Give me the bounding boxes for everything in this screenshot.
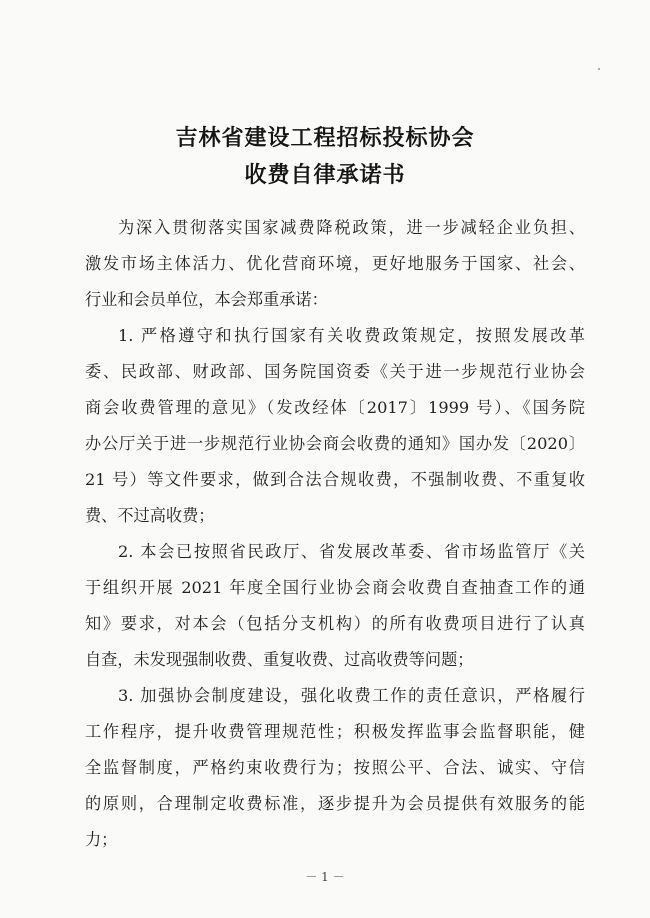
body-line-15: 工作程序，提升收费管理规范性；积极发挥监事会监督职能，健 bbox=[85, 722, 585, 741]
body-line-9: 费、不过高收费； bbox=[85, 506, 215, 525]
body-line-16: 全监督制度，严格约束收费行为；按照公平、合法、诚实、守信 bbox=[85, 758, 585, 777]
document-title-line-2: 收费自律承诺书 bbox=[244, 163, 406, 188]
scan-speck bbox=[598, 68, 600, 70]
body-line-18: 力； bbox=[85, 830, 118, 849]
body-line-8: 21 号）等文件要求，做到合法合规收费，不强制收费、不重复收 bbox=[85, 470, 585, 489]
body-line-17: 的原则，合理制定收费标准，逐步提升为会员提供有效服务的能 bbox=[85, 794, 585, 813]
document-title-line-1: 吉林省建设工程招标投标协会 bbox=[175, 126, 475, 151]
body-line-4: 1. 严格遵守和执行国家有关收费政策规定，按照发展改革 bbox=[118, 326, 585, 345]
body-line-2: 激发市场主体活力、优化营商环境，更好地服务于国家、社会、 bbox=[85, 254, 585, 273]
page-number: － 1 － bbox=[305, 870, 345, 884]
body-line-11: 于组织开展 2021 年度全国行业协会商会收费自查抽查工作的通 bbox=[85, 578, 585, 597]
body-line-6: 商会收费管理的意见》（发改经体〔2017〕1999 号）、《国务院 bbox=[85, 398, 585, 417]
body-line-10: 2. 本会已按照省民政厅、省发展改革委、省市场监管厅《关 bbox=[118, 542, 585, 561]
body-line-14: 3. 加强协会制度建设，强化收费工作的责任意识，严格履行 bbox=[118, 686, 585, 705]
body-line-13: 自查，未发现强制收费、重复收费、过高收费等问题； bbox=[85, 650, 474, 669]
body-line-3: 行业和会员单位，本会郑重承诺： bbox=[85, 290, 328, 309]
body-line-1: 为深入贯彻落实国家减费降税政策，进一步减轻企业负担、 bbox=[118, 218, 585, 237]
body-line-5: 委、民政部、财政部、国务院国资委《关于进一步规范行业协会 bbox=[85, 362, 585, 381]
body-line-12: 知》要求，对本会（包括分支机构）的所有收费项目进行了认真 bbox=[85, 614, 585, 633]
body-line-7: 办公厅关于进一步规范行业协会商会收费的通知》国办发〔2020〕 bbox=[85, 434, 585, 453]
